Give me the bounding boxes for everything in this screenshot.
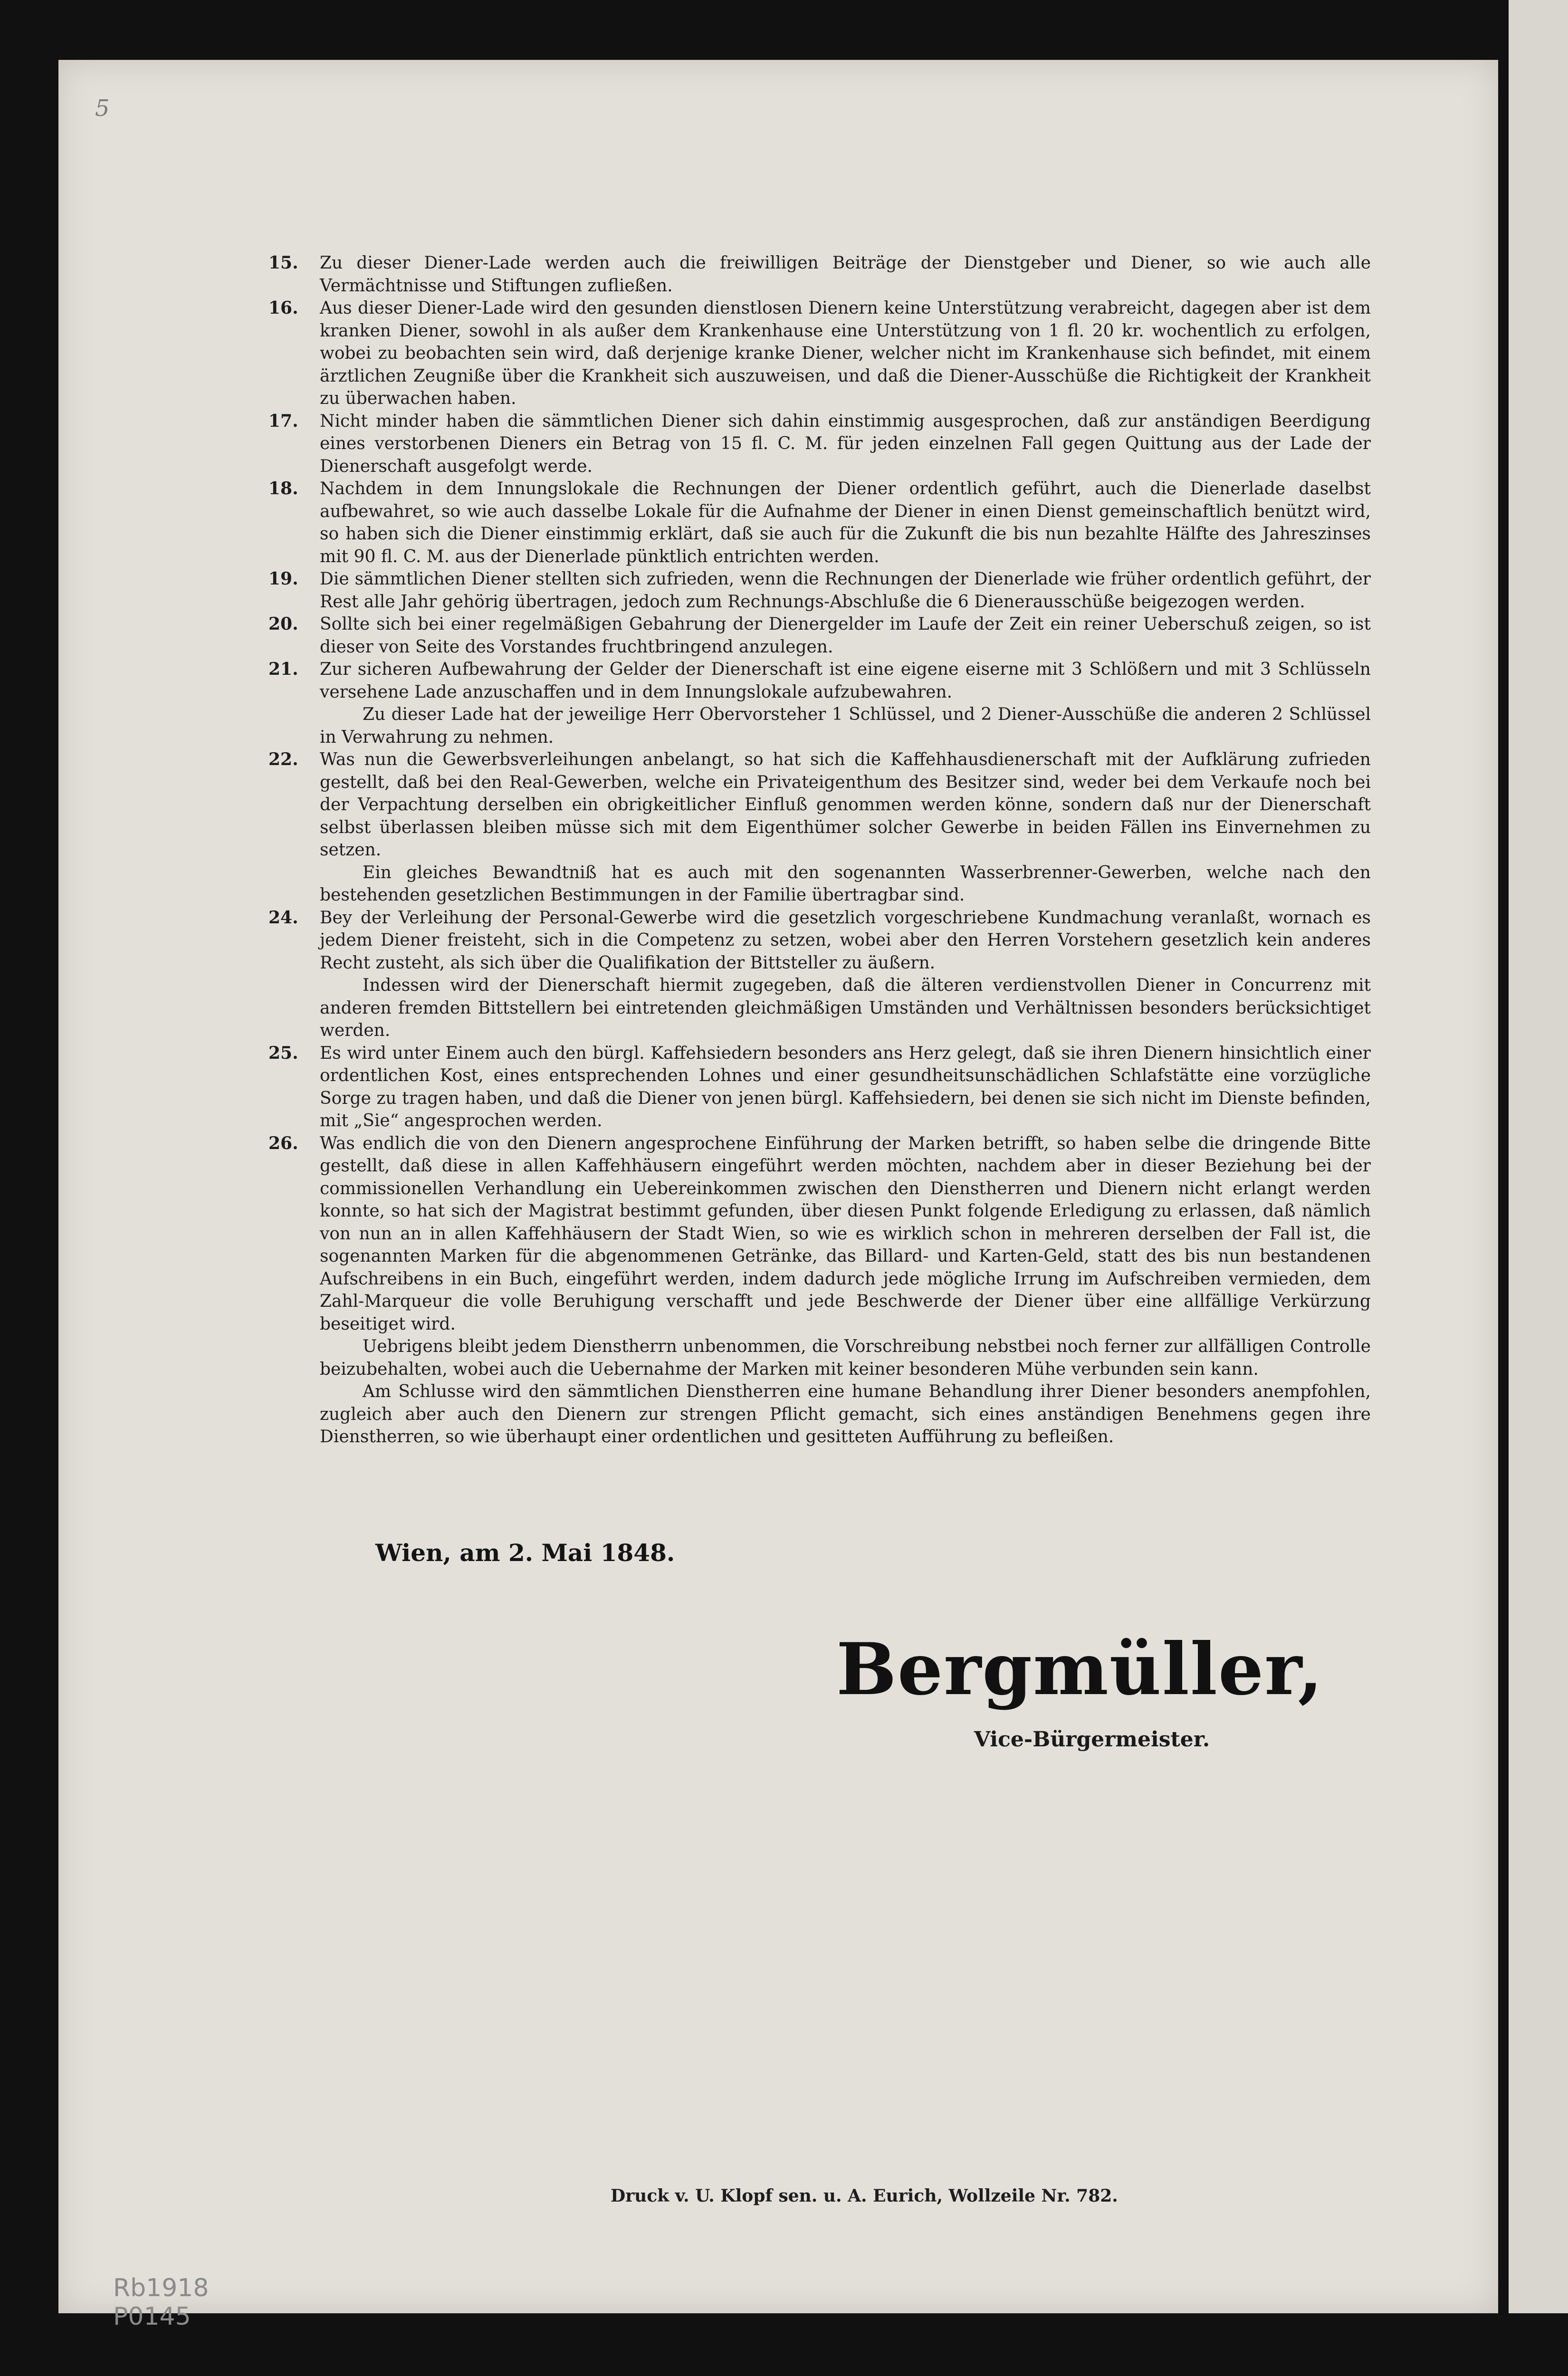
call-number-line-1: Rb1918 <box>113 2274 209 2302</box>
paragraph <box>268 1132 1371 1336</box>
paragraph-text: Sollte sich bei einer regelmäßigen Gebahrung der Dienergelder im Laufe der Zeit ein reiner Ueberschuß zeigen, so ist dieser von Seite des Vorstandes fruchtbringend anzulegen. <box>320 614 1371 657</box>
paragraph-text: Zur sicheren Aufbewahrung der Gelder der Dienerschaft ist eine eigene eiserne mit 3 Schlößern und mit 3 Schlüsseln versehene Lade anzuschaffen und in dem Innungslokale aufzubewahren. <box>320 660 1371 702</box>
paragraph-number: 24. <box>268 907 298 928</box>
place-date: Wien, am 2. Mai 1848. <box>375 1539 675 1567</box>
paragraph-number: 17. <box>268 411 298 431</box>
paragraph-continuation: Uebrigens bleibt jedem Dienstherrn unbenommen, die Vorschreibung nebstbei noch ferner zur allfälligen Controlle beizubehalten, wobei auch die Uebernahme der Marken mit keiner besonderen Mühe verbunden sein kann. <box>320 1337 1371 1379</box>
paragraph-text: Nicht minder haben die sämmtlichen Diener sich dahin einstimmig ausgesprochen, daß zur anständigen Beerdigung eines verstorbenen Dieners ein Betrag von 15 fl. C. M. für jeden einzelnen Fall gegen Quittung aus der Lade der Dienerschaft ausgefolgt werde. <box>320 411 1371 476</box>
paragraph <box>268 613 1371 658</box>
archive-call-number <box>113 2274 209 2331</box>
paragraph <box>268 907 1371 975</box>
paragraph-text: Die sämmtlichen Diener stellten sich zufrieden, wenn die Rechnungen der Dienerlade wie früher ordentlich geführt, der Rest alle Jahr gehörig übertragen, jedoch zum Rechnungs-Abschluße die 6 Dienerausschüße beigezogen werden. <box>320 569 1371 612</box>
paragraph-number: 15. <box>268 253 298 273</box>
paragraph-number: 18. <box>268 479 298 498</box>
paragraph-continuation: Zu dieser Lade hat der jeweilige Herr Obervorsteher 1 Schlüssel, und 2 Diener-Ausschüße die anderen 2 Schlüssel in Verwahrung zu nehmen. <box>320 705 1371 747</box>
paragraph-number: 20. <box>268 614 298 634</box>
paragraph-number: 19. <box>268 569 298 589</box>
paragraph <box>268 297 1371 410</box>
paragraph-continuation: Am Schlusse wird den sämmtlichen Dienstherren eine humane Behandlung ihrer Diener besonders anempfohlen, zugleich aber auch den Dienern zur strengen Pflicht gemacht, sich eines anständigen Benehmens gegen ihre Dienstherren, so wie überhaupt einer ordentlichen und gesitteten Aufführung zu befleißen. <box>320 1382 1371 1447</box>
paragraph-text: Was nun die Gewerbsverleihungen anbelangt, so hat sich die Kaffehhausdienerschaft mit der Aufklärung zufrieden gestellt, daß bei den Real-Gewerben, welche ein Privateigenthum des Besitzer sind, weder bei dem Verkaufe noch bei der Verpachtung derselben ein obrigkeitlicher Einfluß genommen werden könne, sondern daß nur der Dienerschaft selbst überlassen bleiben müsse sich mit dem Eigenthümer solcher Gewerbe in beiden Fällen ins Einvernehmen zu setzen. <box>320 750 1371 860</box>
paragraph-continuation: Indessen wird der Dienerschaft hiermit zugegeben, daß die älteren verdienstvollen Diener in Concurrenz mit anderen fremden Bittstellern bei eintretenden gleichmäßigen Umständen und Verhältnissen besonders berücksichtiget werden. <box>320 976 1371 1040</box>
paragraph-text: Bey der Verleihung der Personal-Gewerbe wird die gesetzlich vorgeschriebene Kundmachung veranlaßt, wornach es jedem Diener freisteht, sich in die Competenz zu setzen, wobei aber den Herren Vorstehern gesetzlich kein anderes Recht zusteht, als sich über die Qualifikation der Bittsteller zu äußern. <box>320 908 1371 973</box>
paragraph <box>268 568 1371 613</box>
paragraph <box>268 658 1371 703</box>
signature-title: Vice-Bürgermeister. <box>974 1727 1210 1752</box>
paragraph-text: Nachdem in dem Innungslokale die Rechnungen der Diener ordentlich geführt, auch die Dienerlade daselbst aufbewahret, so wie auch dasselbe Lokale für die Aufnahme der Diener in einen Dienst gemeinschaftlich benützt wird, so haben sich die Diener einstimmig erklärt, daß sie auch für die Zukunft die bis nun bezahlte Hälfte des Jahreszinses mit 90 fl. C. M. aus der Dienerlade pünktlich entrichten werden. <box>320 479 1371 566</box>
paragraph-number: 16. <box>268 298 298 318</box>
paragraph <box>268 1042 1371 1132</box>
adjacent-page-edge <box>1509 0 1568 2313</box>
paragraph-text: Aus dieser Diener-Lade wird den gesunden dienstlosen Dienern keine Unterstützung verabreicht, dagegen aber ist dem kranken Diener, sowohl in als außer dem Krankenhause eine Unterstützung von 1 fl. 20 kr. wochentlich zu erfolgen, wobei zu beobachten sein wird, daß derjenige kranke Diener, welcher nicht im Krankenhause sich befindet, mit einem ärztlichen Zeugniße über die Krankheit sich auszuweisen, und daß die Diener-Ausschüße die Richtigkeit der Krankheit zu überwachen haben. <box>320 298 1371 408</box>
pencil-page-note: 5 <box>95 95 110 122</box>
signature: Bergmüller, <box>836 1628 1324 1711</box>
paragraph <box>268 748 1371 862</box>
paragraph-text: Zu dieser Diener-Lade werden auch die freiwilligen Beiträge der Dienstgeber und Diener, so wie auch alle Vermächtnisse und Stiftungen zufließen. <box>320 253 1371 296</box>
paragraph <box>268 252 1371 297</box>
paragraph-number: 26. <box>268 1133 298 1153</box>
paragraph <box>268 478 1371 568</box>
printer-imprint: Druck v. U. Klopf sen. u. A. Eurich, Wollzeile Nr. 782. <box>611 2186 1118 2206</box>
paragraph-number: 22. <box>268 749 298 769</box>
paragraph <box>268 410 1371 478</box>
ordinance-text <box>268 252 1371 1448</box>
paragraph-number: 25. <box>268 1043 298 1063</box>
paragraph-text: Es wird unter Einem auch den bürgl. Kaffehsiedern besonders ans Herz gelegt, daß sie ihren Dienern hinsichtlich einer ordentlichen Kost, eines entsprechenden Lohnes und einer gesundheitsunschädlichen Schlafstätte eine vorzügliche Sorge zu tragen haben, und daß die Diener von jenen bürgl. Kaffehsiedern, bei denen sie sich nicht im Dienste befinden, mit „Sie“ angesprochen werden. <box>320 1043 1371 1131</box>
call-number-line-2: P0145 <box>113 2302 191 2331</box>
paragraph-number: 21. <box>268 659 298 679</box>
paragraph-text: Was endlich die von den Dienern angesprochene Einführung der Marken betrifft, so haben selbe die dringende Bitte gestellt, daß diese in allen Kaffehhäusern eingeführt werden möchten, nachdem aber in dieser Beziehung bei der commissionellen Verhandlung ein Uebereinkommen zwischen den Dienstherren und Dienern nicht erlangt werden konnte, so hat sich der Magistrat bestimmt gefunden, über diesen Punkt folgende Erledigung zu erlassen, daß nämlich von nun an in allen Kaffehhäusern der Stadt Wien, so wie es wirklich schon in mehreren derselben der Fall ist, die sogenannten Marken für die abgenommenen Getränke, das Billard- und Karten-Geld, statt des bis nun bestandenen Aufschreibens in ein Buch, eingeführt werden, indem dadurch jede mögliche Irrung im Aufschreiben vermieden, dem Zahl-Marqueur die volle Beruhigung verschafft und jede Beschwerde der Diener über eine allfällige Verkürzung beseitiget wird. <box>320 1133 1371 1334</box>
paragraph-continuation: Ein gleiches Bewandtniß hat es auch mit den sogenannten Wasserbrenner-Gewerben, welche nach den bestehenden gesetzlichen Bestimmungen in der Familie übertragbar sind. <box>320 862 1371 905</box>
